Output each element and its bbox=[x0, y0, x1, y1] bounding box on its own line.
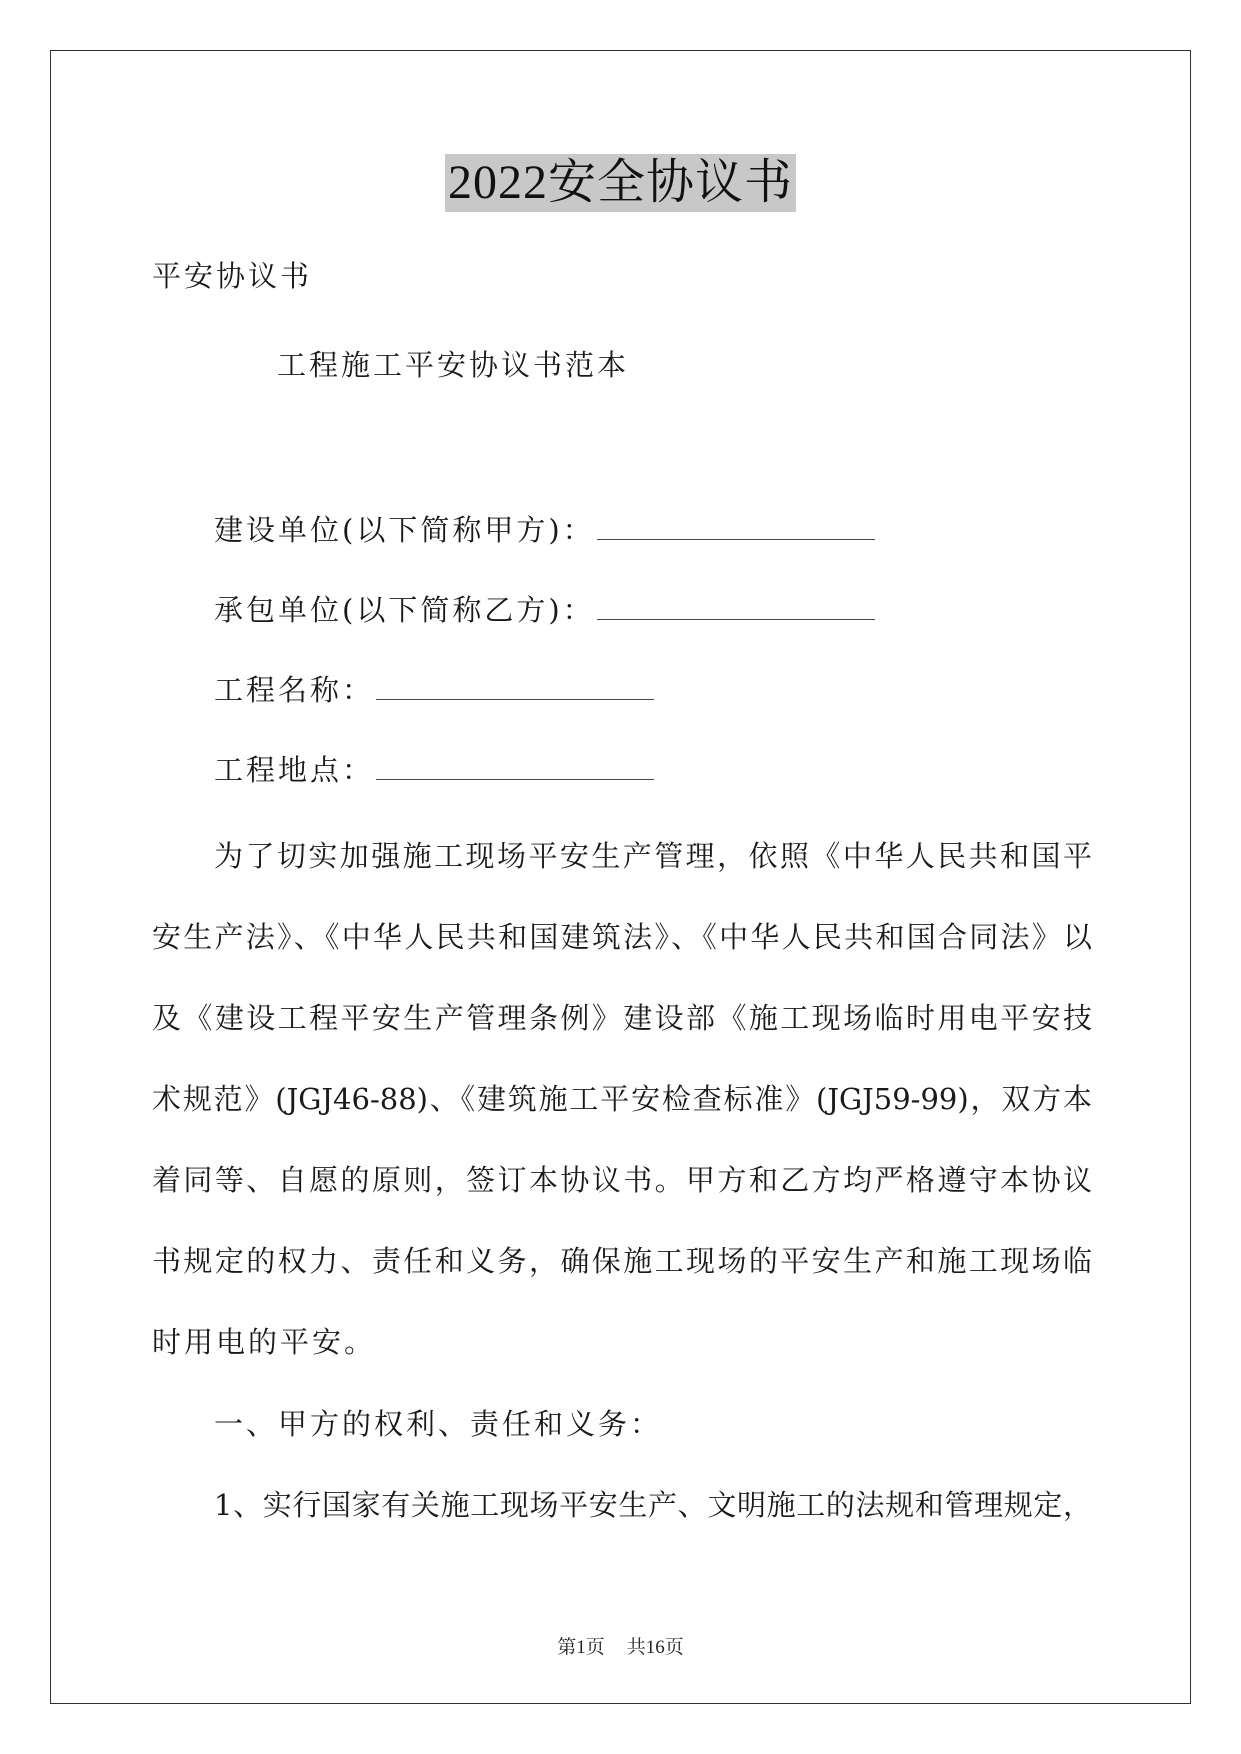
field-label: 承包单位(以下简称乙方)： bbox=[214, 593, 595, 627]
page-border bbox=[50, 50, 1191, 1704]
title-container bbox=[0, 154, 1241, 212]
document-heading: 平安协议书 bbox=[152, 259, 313, 293]
paragraph-line: 时用电的平安。 bbox=[152, 1325, 377, 1359]
fill-in-blank[interactable] bbox=[597, 513, 875, 540]
section-heading: 一、甲方的权利、责任和义务： bbox=[214, 1407, 663, 1441]
paragraph-line: 为了切实加强施工现场平安生产管理，依照《中华人民共和国平 bbox=[214, 839, 1092, 873]
page-footer bbox=[0, 1632, 1241, 1659]
paragraph-line: 及《建设工程平安生产管理条例》建设部《施工现场临时用电平安技 bbox=[152, 1001, 1092, 1035]
field-contractor-unit bbox=[214, 590, 875, 630]
field-project-name bbox=[214, 670, 654, 710]
paragraph-line: 安生产法》、《中华人民共和国建筑法》、《中华人民共和国合同法》以 bbox=[152, 920, 1092, 954]
field-label: 工程名称： bbox=[214, 673, 375, 707]
fill-in-blank[interactable] bbox=[597, 593, 875, 620]
document-subheading: 工程施工平安协议书范本 bbox=[277, 348, 630, 382]
document-title: 2022安全协议书 bbox=[445, 154, 796, 212]
paragraph-line: 术规范》(JGJ46-88)、《建筑施工平安检查标准》(JGJ59-99)，双方本 bbox=[152, 1082, 1092, 1116]
field-project-location bbox=[214, 750, 654, 790]
field-construction-unit bbox=[214, 510, 875, 550]
field-label: 建设单位(以下简称甲方)： bbox=[214, 513, 595, 547]
paragraph-line: 书规定的权力、责任和义务，确保施工现场的平安生产和施工现场临 bbox=[152, 1244, 1092, 1278]
fill-in-blank[interactable] bbox=[376, 753, 654, 780]
page-total: 共16页 bbox=[626, 1637, 684, 1658]
field-label: 工程地点： bbox=[214, 753, 375, 787]
page-number: 第1页 bbox=[557, 1637, 605, 1658]
fill-in-blank[interactable] bbox=[376, 673, 654, 700]
list-item: 1、实行国家有关施工现场平安生产、文明施工的法规和管理规定， bbox=[214, 1488, 1092, 1522]
paragraph-line: 着同等、自愿的原则，签订本协议书。甲方和乙方均严格遵守本协议 bbox=[152, 1163, 1092, 1197]
